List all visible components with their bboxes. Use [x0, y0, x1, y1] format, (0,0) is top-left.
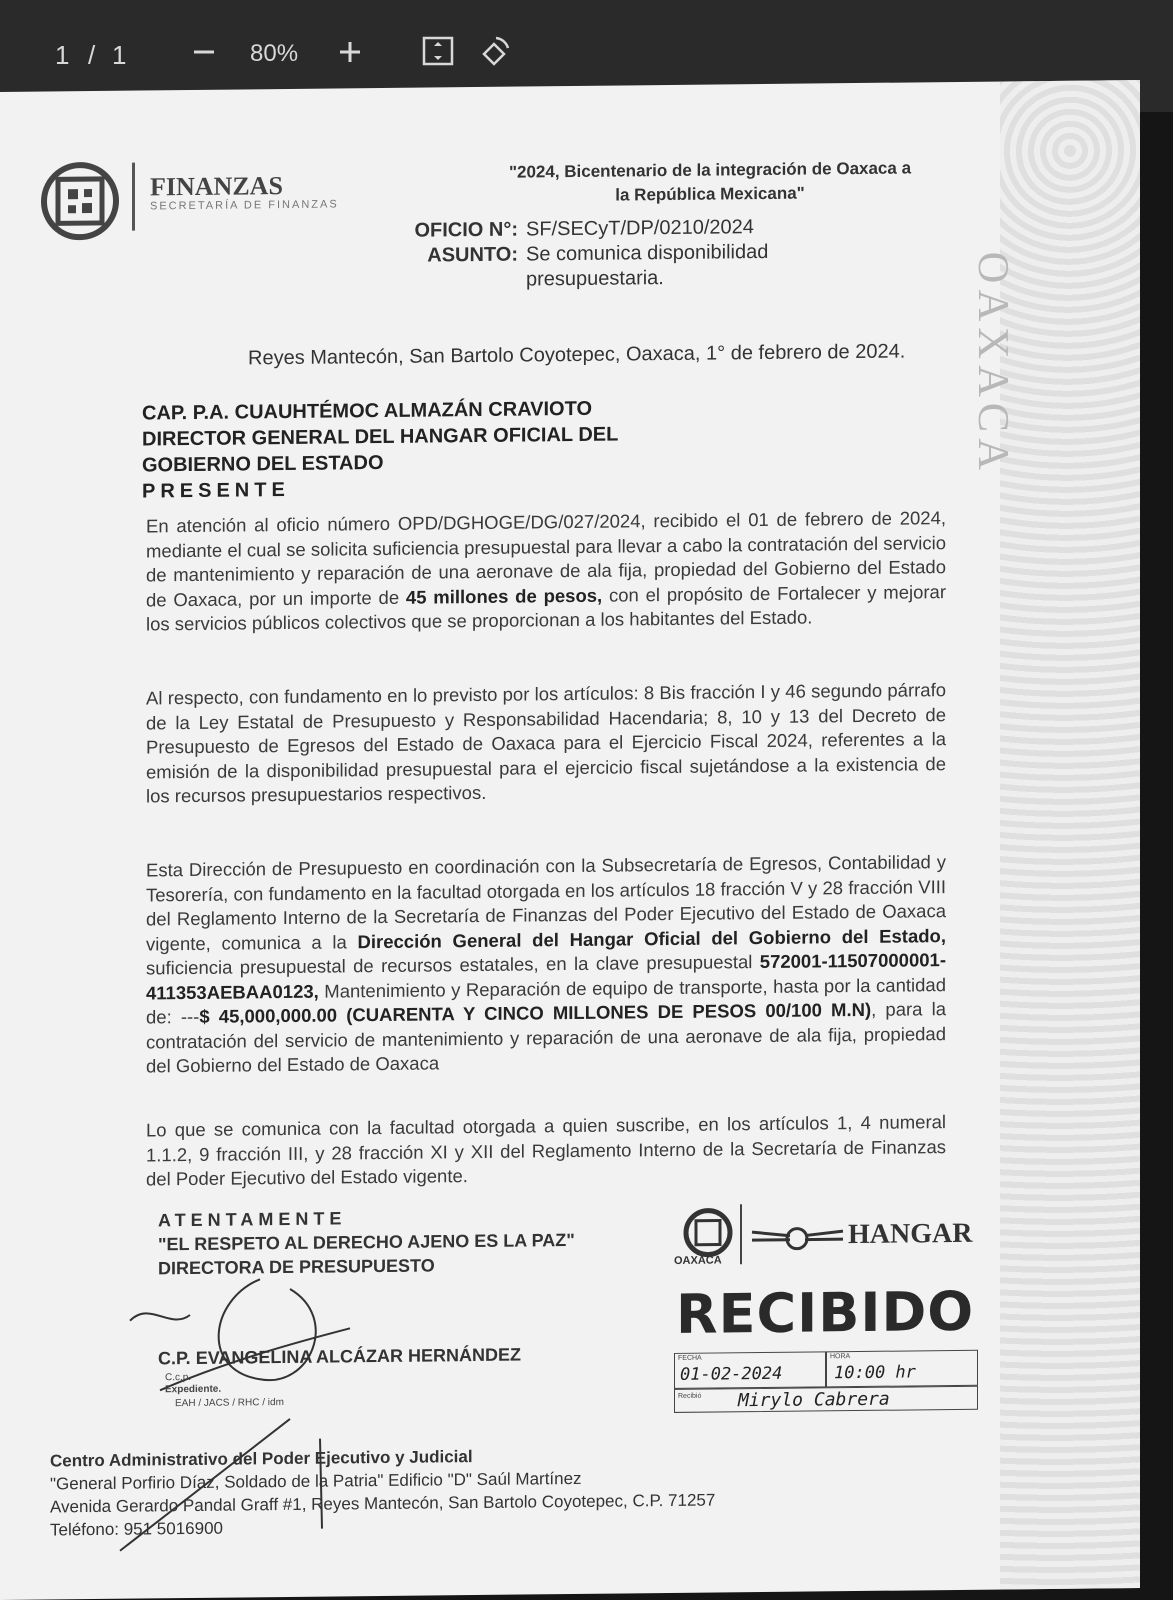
addressee-title: GOBIERNO DEL ESTADO: [142, 451, 384, 477]
secretaria-subtitle: SECRETARÍA DE FINANZAS: [150, 198, 339, 213]
received-stamp: [668, 1202, 988, 1415]
wings-icon: [750, 1221, 845, 1256]
recipient-highlight: Dirección General del Hangar Oficial del Gobierno del Estado,: [357, 924, 946, 952]
closing: ATENTAMENTE: [158, 1208, 347, 1231]
hora-value: 10:00 hr: [834, 1362, 916, 1384]
paragraph-text: En atención al oficio número OPD/DGHOGE/DG/027/2024, recibido el 01 de febrero de 2024, mediante el cual se solicita suficiencia presupuestal para llevar a cabo la contratación del servicio de mantenimiento y reparación de una aeronave de ala fija, propiedad del Gobierno del Estado de Oaxaca, por un importe de: [146, 507, 946, 610]
paragraph-text: Esta Dirección de Presupuesto en coordinación con la Subsecretaría de Egresos, Contabilidad y Tesorería, con fundamento en la facultad otorgada en los artículos 18 fracción V y 28 fracción VIII del Reglamento Interno de la Secretaría de Finanzas del Poder Ejecutivo del Estado de Oaxaca vigente, comunica a la: [146, 851, 946, 954]
oficio-row: [378, 216, 754, 243]
motto-line: la República Mexicana": [615, 183, 805, 205]
asunto-value: Se comunica disponibilidad: [526, 240, 769, 266]
addressee-title: DIRECTOR GENERAL DEL HANGAR OFICIAL DEL: [142, 423, 619, 451]
paragraph-text: , para la contratación del servicio de mantenimiento y reparación de una aeronave de ala fija, propiedad del Gobierno del Estado de Oaxaca: [146, 998, 946, 1077]
body-paragraph-2: Al respecto, con fundamento en lo previsto por los artículos: 8 Bis fracción I y 46 segundo párrafo de la Ley Estatal de Presupuesto y Responsabilidad Hacendaria; 8, 10 y 13 del Decreto de Presupuesto de Egresos del Estado de Oaxaca para el Ejercicio Fiscal 2024, referentes a la emisión de la disponibilidad presupuestal para el ejercicio fiscal sujetándose a la existencia de los recursos presupuestarios respectivos.: [146, 679, 946, 807]
fit-page-icon: [414, 28, 462, 76]
recibido-title: RECIBIDO: [676, 1279, 975, 1346]
fit-page-button[interactable]: [414, 28, 462, 76]
institutional-slogan: "EL RESPETO AL DERECHO AJENO ES LA PAZ": [158, 1229, 575, 1255]
ccp-item: Expediente.: [165, 1383, 222, 1396]
paragraph-text: suficiencia presupuestal de recursos estatales, en la clave presupuestal: [146, 951, 760, 979]
initials: EAH / JACS / RHC / idm: [175, 1397, 284, 1410]
fecha-value: 01-02-2024: [680, 1363, 783, 1385]
place-date: Reyes Mantecón, San Bartolo Coyotepec, Oaxaca, 1° de febrero de 2024.: [248, 340, 906, 370]
zoom-out-button[interactable]: [180, 28, 228, 76]
stamp-divider: [740, 1204, 742, 1264]
recibio-value: Mirylo Cabrera: [738, 1388, 890, 1412]
oaxaca-glyph-logo: [40, 161, 120, 242]
asunto-value-line2: presupuestaria.: [526, 267, 664, 291]
recibio-label: Recibió: [678, 1392, 702, 1400]
logo-divider: [132, 163, 135, 231]
minus-icon: [180, 28, 228, 76]
motto-line: "2024, Bicentenario de la integración de Oaxaca a: [508, 158, 912, 182]
oficio-label: OFICIO N°:: [414, 218, 518, 242]
plus-icon: [326, 28, 374, 76]
footer-address: Avenida Gerardo Pandal Graff #1, Reyes Mantecón, San Bartolo Coyotepec, C.P. 71257: [50, 1490, 716, 1517]
rotate-icon: [470, 28, 518, 76]
addressee-block: [142, 396, 618, 505]
body-paragraph-1: [146, 506, 946, 637]
document-page: [0, 80, 1140, 1600]
signer-position: DIRECTORA DE PRESUPUESTO: [158, 1255, 435, 1279]
stamp-oaxaca-text: OAXACA: [674, 1254, 722, 1267]
body-paragraph-4: Lo que se comunica con la facultad otorgada a quien suscribe, en los artículos 1, 4 numeral 1.1.2, 9 fracción III, y 28 fracción XI y XII del Reglamento Interno de la Secretaría de Finanzas del Poder Ejecutivo del Estado vigente.: [146, 1111, 946, 1190]
footer-building: Centro Administrativo del Poder Ejecutivo y Judicial: [50, 1447, 473, 1471]
paragraph-text: con el propósito de Fortalecer y mejorar los servicios públicos colectivos que se proporcionan a los habitantes del Estado.: [146, 580, 947, 635]
total-amount: $ 45,000,000.00 (CUARENTA Y CINCO MILLONES DE PESOS 00/100 M.N): [199, 998, 872, 1027]
asunto-label: ASUNTO:: [427, 243, 518, 267]
budget-key: 572001-11507000001-411353AEBAA0123,: [146, 949, 946, 1003]
fecha-label: FECHA: [678, 1354, 702, 1362]
footer-phone: Teléfono: 951 5016900: [50, 1518, 223, 1540]
zoom-level[interactable]: 80%: [250, 40, 299, 67]
footer-edificio: "General Porfirio Díaz, Soldado de la Patria" Edificio "D" Saúl Martínez: [50, 1468, 582, 1494]
year-motto: [470, 156, 950, 209]
body-paragraph-3: [146, 850, 946, 1079]
zoom-in-button[interactable]: [326, 28, 374, 76]
addressee-name: CAP. P.A. CUAUHTÉMOC ALMAZÁN CRAVIOTO: [142, 397, 593, 425]
paragraph-text: Mantenimiento y Reparación de equipo de transporte, hasta por la cantidad de: ---: [146, 973, 946, 1028]
page-total: 1: [112, 40, 127, 70]
page-current[interactable]: 1: [55, 40, 70, 70]
signer-name: C.P. EVANGELINA ALCÁZAR HERNÁNDEZ: [158, 1344, 522, 1369]
addressee-presente: PRESENTE: [142, 478, 290, 503]
ccp-label: C.c.p.: [165, 1371, 192, 1384]
secretaria-title: FINANZAS: [150, 171, 283, 202]
hora-label: HORA: [830, 1353, 851, 1361]
page-separator: /: [88, 40, 96, 70]
oaxaca-side-text: OAXACA: [969, 251, 1018, 477]
amount-highlight: 45 millones de pesos,: [405, 584, 603, 608]
hangar-logo-text: HANGAR: [848, 1217, 973, 1251]
asunto-row: [378, 241, 768, 268]
decorative-pattern: [1000, 80, 1140, 1589]
oficio-number: SF/SECyT/DP/0210/2024: [526, 216, 754, 241]
rotate-button[interactable]: [470, 28, 518, 76]
